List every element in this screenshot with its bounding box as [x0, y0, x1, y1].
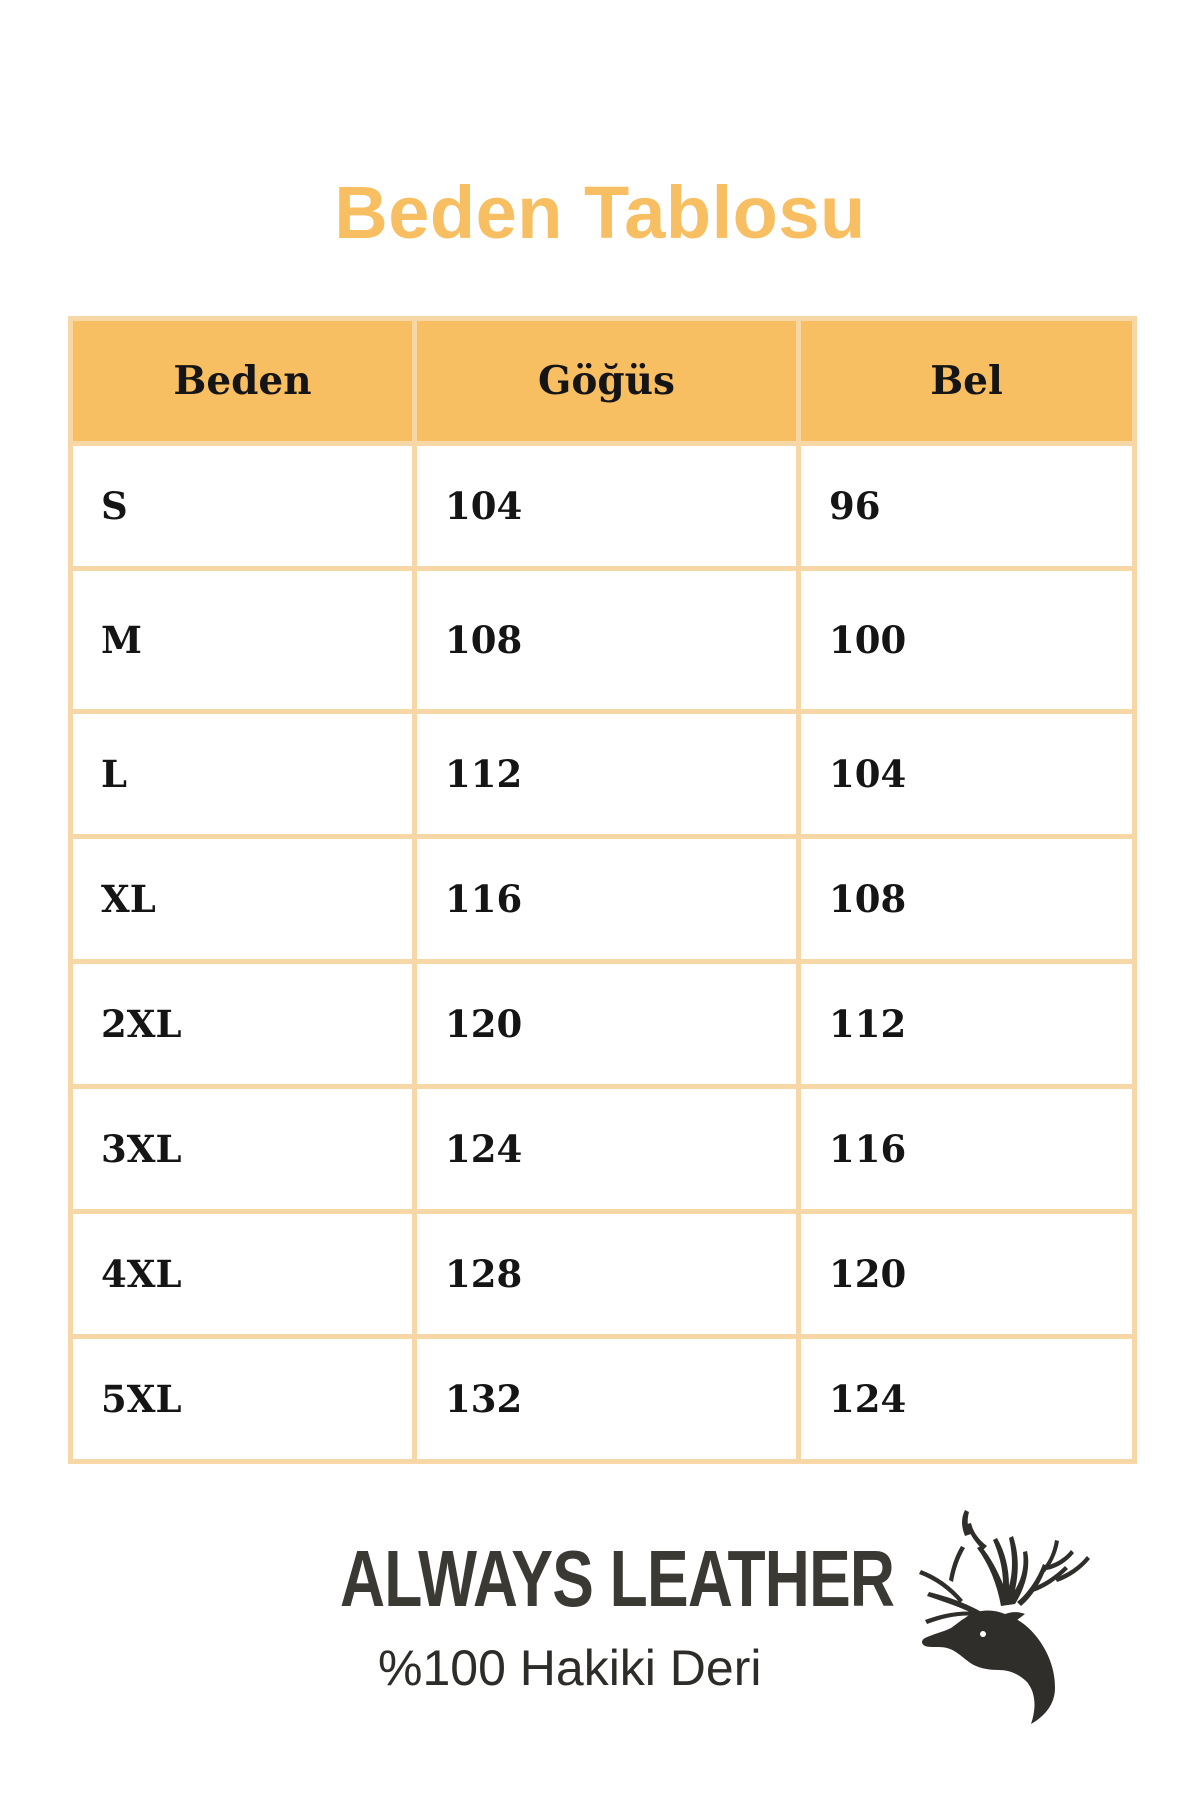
table-row	[71, 444, 1135, 569]
chest-cell: 120	[415, 962, 799, 1087]
size-cell: 4XL	[71, 1212, 415, 1337]
chest-cell: 112	[415, 712, 799, 837]
waist-cell: 100	[799, 569, 1135, 712]
chest-cell: 104	[415, 444, 799, 569]
chest-cell: 108	[415, 569, 799, 712]
brand-tagline: %100 Hakiki Deri	[378, 1640, 762, 1696]
size-cell: 2XL	[71, 962, 415, 1087]
table-row	[71, 1212, 1135, 1337]
table-row	[71, 1337, 1135, 1462]
chest-cell: 116	[415, 837, 799, 962]
deer-head-icon	[905, 1510, 1105, 1725]
column-header-bel: Bel	[799, 319, 1135, 444]
size-cell: M	[71, 569, 415, 712]
brand-block	[0, 1510, 1200, 1730]
waist-cell: 108	[799, 837, 1135, 962]
table-row	[71, 962, 1135, 1087]
table-row	[71, 712, 1135, 837]
brand-name: ALWAYS LEATHER	[340, 1534, 895, 1623]
chest-cell: 124	[415, 1087, 799, 1212]
size-cell: S	[71, 444, 415, 569]
table-header-row	[71, 319, 1135, 444]
size-cell: 5XL	[71, 1337, 415, 1462]
page-title: Beden Tablosu	[334, 171, 866, 254]
chest-cell: 132	[415, 1337, 799, 1462]
size-cell: 3XL	[71, 1087, 415, 1212]
table-row	[71, 569, 1135, 712]
waist-cell: 124	[799, 1337, 1135, 1462]
waist-cell: 120	[799, 1212, 1135, 1337]
size-table	[68, 316, 1137, 1464]
size-cell: L	[71, 712, 415, 837]
table-row	[71, 837, 1135, 962]
waist-cell: 96	[799, 444, 1135, 569]
column-header-gogus: Göğüs	[415, 319, 799, 444]
chest-cell: 128	[415, 1212, 799, 1337]
table-row	[71, 1087, 1135, 1212]
column-header-beden: Beden	[71, 319, 415, 444]
waist-cell: 112	[799, 962, 1135, 1087]
size-cell: XL	[71, 837, 415, 962]
waist-cell: 116	[799, 1087, 1135, 1212]
waist-cell: 104	[799, 712, 1135, 837]
